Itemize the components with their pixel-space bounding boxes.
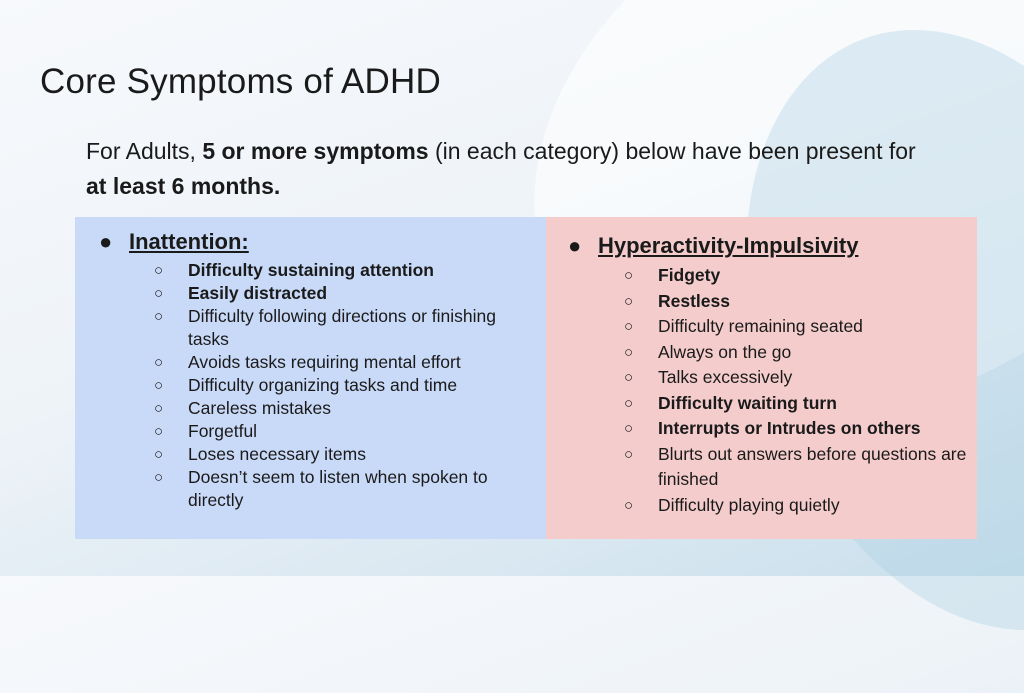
intro-bold1: 5 or more symptoms [202,138,429,164]
list-item-text: Difficulty remaining seated [658,316,863,336]
circle-bullet-icon: ○ [154,423,164,440]
circle-bullet-icon: ○ [154,377,164,394]
list-item [154,259,533,282]
bullet-icon: ● [99,229,113,254]
list-item [154,466,533,512]
list-item-text: Doesn’t seem to listen when spoken to directly [188,467,488,510]
list-item-text: Forgetful [188,421,258,441]
list-item-text: Difficulty organizing tasks and time [188,375,458,395]
hyperactivity-panel [546,217,977,539]
list-item [624,263,968,289]
list-item [624,416,968,442]
list-item-text: Difficulty waiting turn [658,392,837,413]
circle-bullet-icon: ○ [154,354,164,371]
inattention-list [154,259,533,512]
hyperactivity-heading-row [568,233,858,259]
list-item [154,282,533,305]
list-item [154,374,533,397]
circle-bullet-icon: ○ [154,400,164,417]
list-item [624,365,968,391]
circle-bullet-icon: ○ [154,308,164,325]
list-item-text: Careless mistakes [188,398,331,418]
circle-bullet-icon: ○ [624,394,634,412]
circle-bullet-icon: ○ [154,262,164,279]
circle-bullet-icon: ○ [624,496,634,514]
inattention-heading: Inattention: [129,229,249,254]
list-item [624,391,968,417]
circle-bullet-icon: ○ [624,292,634,310]
circle-bullet-icon: ○ [154,446,164,463]
list-item [154,443,533,466]
list-item-text: Interrupts or Intrudes on others [658,418,921,438]
intro-part1: For Adults, [86,138,203,164]
list-item-text: Loses necessary items [188,444,366,464]
bullet-icon: ● [568,233,582,258]
list-item-text: Avoids tasks requiring mental effort [188,352,461,372]
circle-bullet-icon: ○ [624,318,634,335]
list-item [624,442,968,493]
list-item [624,314,968,340]
slide-title: Core Symptoms of ADHD [40,62,441,101]
circle-bullet-icon: ○ [624,445,634,463]
inattention-heading-row [99,229,249,255]
list-item [624,493,968,519]
circle-bullet-icon: ○ [624,420,634,437]
list-item [154,305,533,351]
list-item-text: Always on the go [658,341,792,362]
list-item [624,289,968,315]
inattention-panel [75,217,546,539]
list-item [154,397,533,420]
circle-bullet-icon: ○ [624,343,634,361]
list-item-text: Fidgety [658,265,721,285]
list-item [624,340,968,366]
list-item [154,351,533,374]
intro-part2: (in each category) below have been present for [428,138,916,164]
list-item-text: Difficulty sustaining attention [188,260,434,280]
list-item-text: Talks excessively [658,367,793,387]
circle-bullet-icon: ○ [624,369,634,386]
circle-bullet-icon: ○ [154,285,164,302]
hyperactivity-heading: Hyperactivity-Impulsivity [598,233,859,258]
hyperactivity-list [624,263,968,518]
intro-bold2: at least 6 months. [86,173,281,199]
list-item [154,420,533,443]
list-item-text: Easily distracted [188,283,328,303]
list-item-text: Restless [658,290,730,311]
list-item-text: Blurts out answers before questions are finished [658,443,967,489]
circle-bullet-icon: ○ [154,469,164,486]
circle-bullet-icon: ○ [624,267,634,284]
list-item-text: Difficulty following directions or finishing tasks [188,306,497,349]
intro-text [86,134,916,204]
list-item-text: Difficulty playing quietly [658,494,840,515]
